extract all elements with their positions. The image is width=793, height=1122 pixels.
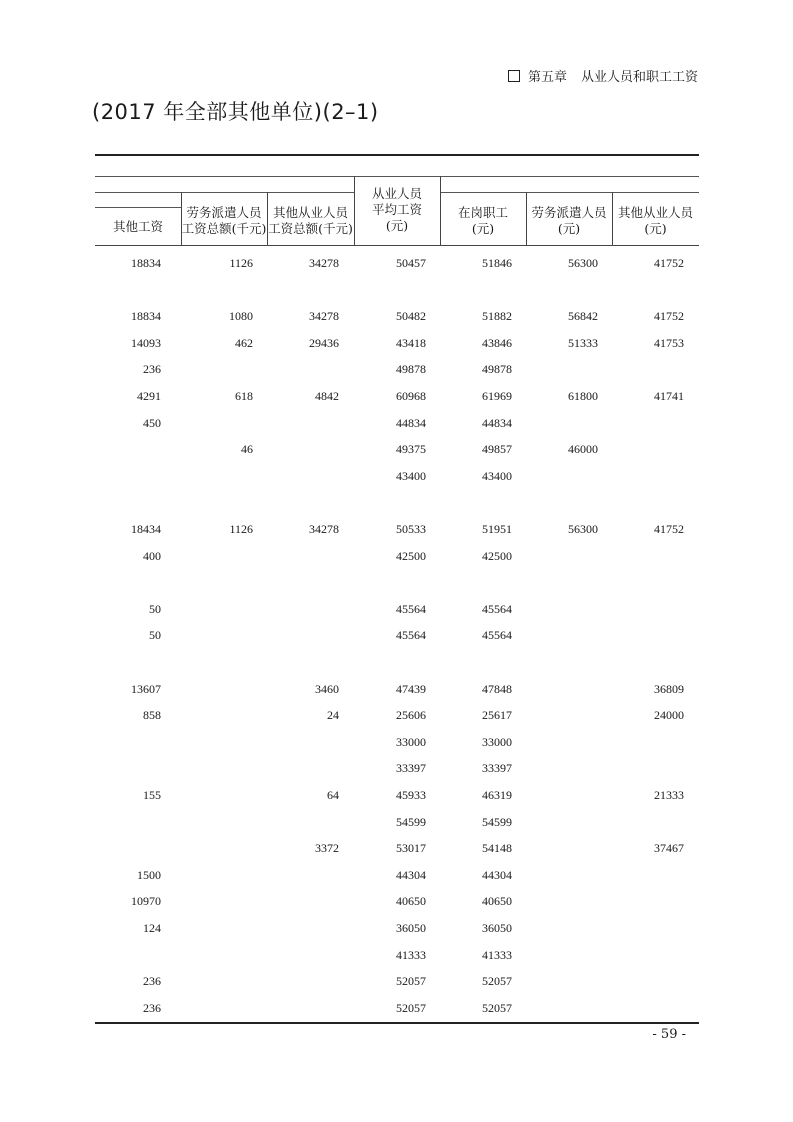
table-cell: 42500: [396, 548, 426, 563]
table-cell: 25617: [482, 708, 512, 723]
table-cell: 36050: [482, 921, 512, 935]
table-cell: 41752: [654, 309, 684, 324]
table-cell: 50: [149, 628, 161, 643]
table-cell: 61969: [482, 389, 512, 403]
column-header-line: 其他从业人员: [272, 205, 348, 220]
table-bottom-rule: [95, 1022, 699, 1024]
table-cell: 37467: [654, 841, 684, 856]
table-cell: 43846: [482, 335, 512, 350]
chapter-header: [508, 66, 698, 85]
column-header-line: 其他工资: [112, 219, 163, 234]
table-cell: 45564: [396, 601, 426, 616]
column-header-line: (元): [557, 221, 581, 236]
table-cell: 41333: [396, 947, 426, 962]
table-cell: 3372: [315, 841, 339, 856]
table-cell: 51846: [482, 256, 512, 270]
column-header: [440, 205, 526, 237]
table-row: [95, 522, 699, 540]
table-row: [95, 974, 699, 992]
table-cell: 43400: [396, 468, 426, 483]
table-cell: 450: [143, 415, 161, 430]
table-cell: 53017: [396, 841, 426, 856]
table-cell: 41741: [654, 389, 684, 403]
table-cell: 40650: [396, 894, 426, 909]
column-header-line: 在岗职工: [457, 205, 508, 220]
table-cell: 18834: [131, 256, 161, 270]
table-cell: 47439: [396, 681, 426, 696]
table-cell: 34278: [309, 256, 339, 270]
table-cell: 236: [143, 974, 161, 989]
table-cell: 45933: [396, 788, 426, 802]
chapter-number: 第五章: [527, 70, 567, 85]
table-cell: 49878: [396, 362, 426, 377]
table-cell: 462: [235, 335, 253, 350]
table-cell: 52057: [482, 1000, 512, 1015]
page-number: - 59 -: [652, 1027, 686, 1042]
table-row: [95, 602, 699, 620]
table-cell: 33397: [396, 761, 426, 776]
square-icon: [508, 70, 520, 82]
table-row: [95, 469, 699, 487]
table-row: [95, 921, 699, 939]
column-header: [181, 205, 267, 237]
table-cell: 52057: [396, 1000, 426, 1015]
table-cell: 44834: [396, 415, 426, 430]
column-header: [526, 205, 612, 237]
table-cell: 4291: [137, 389, 161, 403]
table-cell: 36050: [396, 921, 426, 935]
table-cell: 40650: [482, 894, 512, 909]
table-cell: 43400: [482, 468, 512, 483]
table-cell: 13607: [131, 681, 161, 696]
table-cell: 50533: [396, 522, 426, 536]
header-rule-2: [95, 192, 354, 193]
table-cell: 3460: [315, 681, 339, 696]
table-cell: 41752: [654, 256, 684, 270]
table-cell: 1500: [137, 867, 161, 882]
table-row: [95, 549, 699, 567]
table-cell: 56842: [568, 309, 598, 324]
header-rule-1: [95, 176, 699, 177]
table-cell: 24000: [654, 708, 684, 723]
header-rule-4: [95, 207, 181, 208]
table-cell: 45564: [482, 628, 512, 643]
table-cell: 1126: [229, 522, 253, 536]
column-header-line: 工资总额(千元): [268, 221, 353, 236]
table-cell: 33000: [396, 734, 426, 749]
table-cell: 41753: [654, 335, 684, 350]
column-header: [354, 186, 440, 234]
table-cell: 21333: [654, 788, 684, 802]
table-cell: 33000: [482, 734, 512, 749]
table-cell: 54599: [482, 814, 512, 829]
table-cell: 46000: [568, 442, 598, 457]
table-row: [95, 389, 699, 407]
column-header-line: 平均工资: [371, 202, 422, 217]
table-row: [95, 735, 699, 753]
table-row: [95, 362, 699, 380]
table-cell: 1126: [229, 256, 253, 270]
column-header-line: 劳务派遣人员: [531, 205, 607, 220]
table-row: [95, 336, 699, 354]
table-cell: 54148: [482, 841, 512, 856]
table-cell: 56300: [568, 522, 598, 536]
table-cell: 45564: [396, 628, 426, 643]
table-cell: 51951: [482, 522, 512, 536]
table-row: [95, 1001, 699, 1019]
table-row: [95, 708, 699, 726]
column-header-line: 从业人员: [371, 186, 422, 201]
table-cell: 64: [327, 788, 339, 802]
table-cell: 124: [143, 921, 161, 935]
table-cell: 50457: [396, 256, 426, 270]
table-cell: 44834: [482, 415, 512, 430]
table-row: [95, 442, 699, 460]
table-top-rule: [95, 154, 699, 156]
table-cell: 14093: [131, 335, 161, 350]
table-cell: 56300: [568, 256, 598, 270]
column-header-line: 工资总额(千元): [181, 221, 267, 236]
table-row: [95, 655, 699, 673]
table-cell: 46: [241, 442, 253, 457]
table-cell: 33397: [482, 761, 512, 776]
table-row: [95, 788, 699, 806]
table-row: [95, 256, 699, 274]
table-row: [95, 309, 699, 327]
table-row: [95, 283, 699, 301]
table-cell: 49375: [396, 442, 426, 457]
table-cell: 50482: [396, 309, 426, 324]
column-header-line: (元): [471, 221, 495, 236]
table-cell: 29436: [309, 335, 339, 350]
table-cell: 858: [143, 708, 161, 723]
column-header-line: 其他从业人员: [617, 205, 693, 220]
table-cell: 155: [143, 788, 161, 802]
table-cell: 44304: [396, 867, 426, 882]
table-cell: 52057: [482, 974, 512, 989]
table-cell: 51882: [482, 309, 512, 324]
table-title: (2017 年全部其他单位)(2–1): [92, 100, 379, 124]
table-cell: 236: [143, 362, 161, 377]
table-cell: 618: [235, 389, 253, 403]
table-cell: 41333: [482, 947, 512, 962]
table-cell: 236: [143, 1000, 161, 1015]
header-bottom-rule: [95, 245, 699, 246]
header-rule-3: [440, 192, 699, 193]
table-cell: 34278: [309, 522, 339, 536]
table-cell: 18834: [131, 309, 161, 324]
table-row: [95, 761, 699, 779]
column-header-line: 劳务派遣人员: [186, 205, 262, 220]
table-cell: 10970: [131, 894, 161, 909]
table-cell: 46319: [482, 788, 512, 802]
table-cell: 25606: [396, 708, 426, 723]
column-header: [612, 205, 699, 237]
column-header: [267, 205, 354, 237]
table-cell: 52057: [396, 974, 426, 989]
table-cell: 49857: [482, 442, 512, 457]
table-cell: 43418: [396, 335, 426, 350]
table-cell: 45564: [482, 601, 512, 616]
table-cell: 42500: [482, 548, 512, 563]
chapter-title: 从业人员和职工工资: [580, 70, 698, 85]
table-cell: 44304: [482, 867, 512, 882]
table-cell: 36809: [654, 681, 684, 696]
table-cell: 4842: [315, 389, 339, 403]
table-row: [95, 682, 699, 700]
table-row: [95, 948, 699, 966]
table-cell: 34278: [309, 309, 339, 324]
table-row: [95, 495, 699, 513]
table-cell: 60968: [396, 389, 426, 403]
table-cell: 51333: [568, 335, 598, 350]
table-cell: 400: [143, 548, 161, 563]
table-row: [95, 841, 699, 859]
table-row: [95, 628, 699, 646]
table-cell: 24: [327, 708, 339, 723]
table-cell: 41752: [654, 522, 684, 536]
table-row: [95, 868, 699, 886]
table-cell: 47848: [482, 681, 512, 696]
table-row: [95, 416, 699, 434]
table-row: [95, 575, 699, 593]
column-header: [95, 219, 181, 235]
table-cell: 50: [149, 601, 161, 616]
table-cell: 49878: [482, 362, 512, 377]
table-cell: 61800: [568, 389, 598, 403]
table-cell: 1080: [229, 309, 253, 324]
column-header-line: (元): [385, 218, 409, 233]
table-cell: 54599: [396, 814, 426, 829]
table-row: [95, 815, 699, 833]
column-header-line: (元): [644, 221, 667, 236]
table-cell: 18434: [131, 522, 161, 536]
table-row: [95, 894, 699, 912]
